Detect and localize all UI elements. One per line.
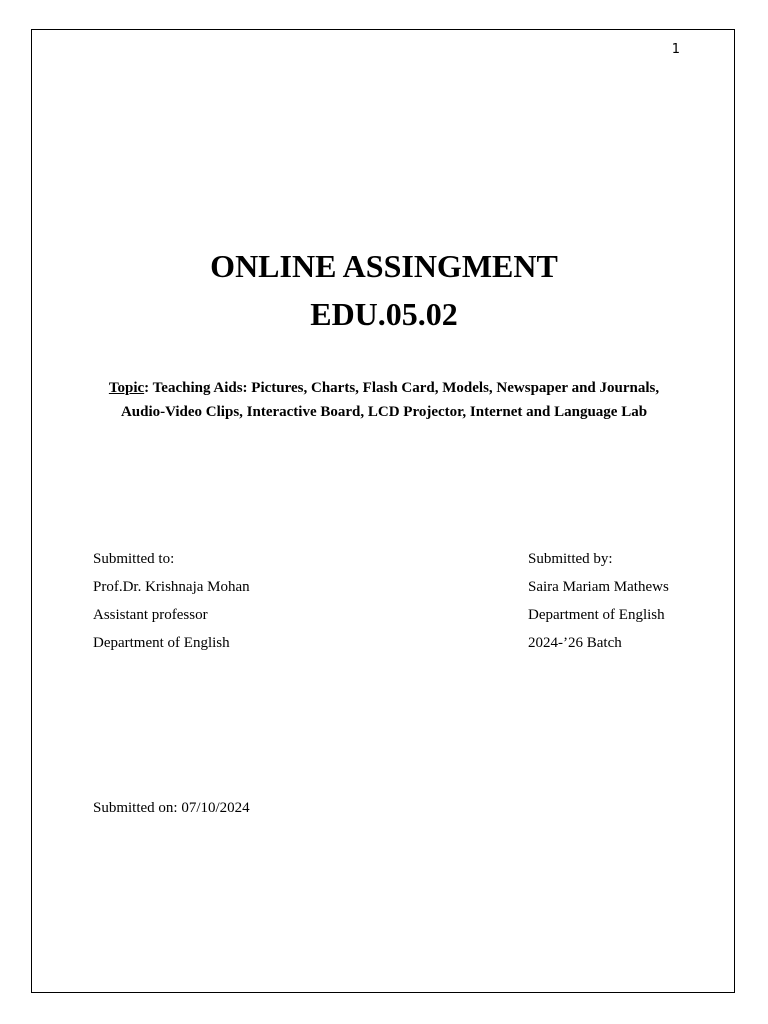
submitted-by-block — [528, 545, 669, 657]
assignment-title: ONLINE ASSINGMENT — [210, 248, 558, 284]
page-border — [31, 29, 735, 993]
course-code: EDU.05.02 — [310, 296, 458, 332]
submitted-to-heading: Submitted to: — [93, 551, 175, 567]
submitted-by-batch: 2024-’26 Batch — [528, 635, 622, 651]
submitted-to-name: Prof.Dr. Krishnaja Mohan — [93, 579, 250, 595]
topic-text-line2: Audio-Video Clips, Interactive Board, LCD Projector, Internet and Language Lab — [120, 404, 648, 420]
submitted-by-heading: Submitted by: — [528, 551, 613, 567]
submitted-by-department: Department of English — [528, 607, 665, 623]
topic-label: Topic — [108, 380, 145, 396]
topic-text-line1: Teaching Aids: Pictures, Charts, Flash Card, Models, Newspaper and Journals, — [152, 380, 660, 396]
page-number: 1 — [671, 42, 680, 57]
topic-separator: : — [144, 380, 153, 396]
submitted-by-name: Saira Mariam Mathews — [528, 579, 669, 595]
topic-block — [80, 376, 688, 424]
submitted-on-date: Submitted on: 07/10/2024 — [93, 800, 250, 816]
submitted-to-department: Department of English — [93, 635, 230, 651]
submitted-to-designation: Assistant professor — [93, 607, 208, 623]
submitted-to-block — [93, 545, 250, 657]
